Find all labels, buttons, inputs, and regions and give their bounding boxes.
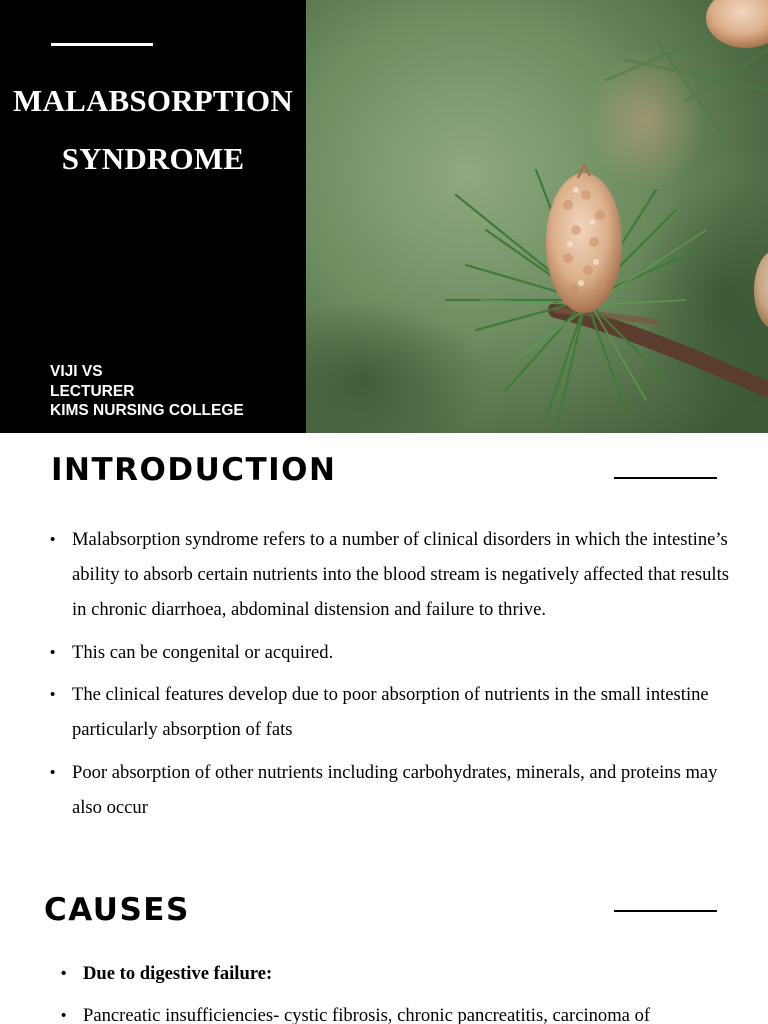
bullet-icon: •	[50, 643, 56, 661]
list-item-text: This can be congenital or acquired.	[72, 641, 334, 663]
presentation-title	[0, 72, 306, 188]
list-item	[61, 956, 743, 991]
list-item	[50, 677, 744, 747]
title-line-1: MALABSORPTION	[13, 83, 293, 118]
bullet-icon: •	[50, 686, 56, 703]
list-item	[50, 522, 744, 627]
bullet-icon: •	[61, 965, 67, 982]
pine-cone-photo	[306, 0, 768, 433]
title-panel	[0, 0, 306, 433]
list-item	[50, 755, 744, 825]
introduction-heading: INTRODUCTION	[51, 452, 337, 488]
list-item-text: Poor absorption of other nutrients including carbohydrates, minerals, and proteins may also occur	[72, 761, 718, 818]
list-item	[50, 635, 744, 670]
title-line-2: SYNDROME	[61, 141, 245, 176]
list-item-text: Due to digestive failure:	[83, 963, 273, 984]
list-item-text: Malabsorption syndrome refers to a number of clinical disorders in which the intestine’s ability to absorb certain nutrients into the blood stream is negatively affected that results in chronic diarrhoea, abdominal distension and failure to thrive.	[72, 529, 729, 620]
list-item	[61, 998, 743, 1024]
title-slide	[0, 0, 768, 433]
list-item-text: Pancreatic insufficiencies- cystic fibrosis, chronic pancreatitis, carcinoma of	[83, 1005, 651, 1024]
title-divider	[51, 43, 153, 46]
causes-divider	[614, 910, 717, 912]
bullet-icon: •	[50, 531, 56, 548]
causes-heading: CAUSES	[44, 892, 190, 928]
causes-list	[61, 956, 743, 1024]
author-role: LECTURER	[50, 382, 135, 400]
list-item-text: The clinical features develop due to poor absorption of nutrients in the small intestine particularly absorption of fats	[72, 684, 709, 740]
author-block	[50, 362, 244, 421]
bullet-icon: •	[61, 1007, 67, 1024]
introduction-list	[50, 522, 744, 832]
introduction-divider	[614, 477, 717, 479]
author-name: VIJI VS	[50, 363, 103, 380]
bullet-icon: •	[50, 763, 56, 781]
author-institution: KIMS NURSING COLLEGE	[50, 402, 244, 419]
